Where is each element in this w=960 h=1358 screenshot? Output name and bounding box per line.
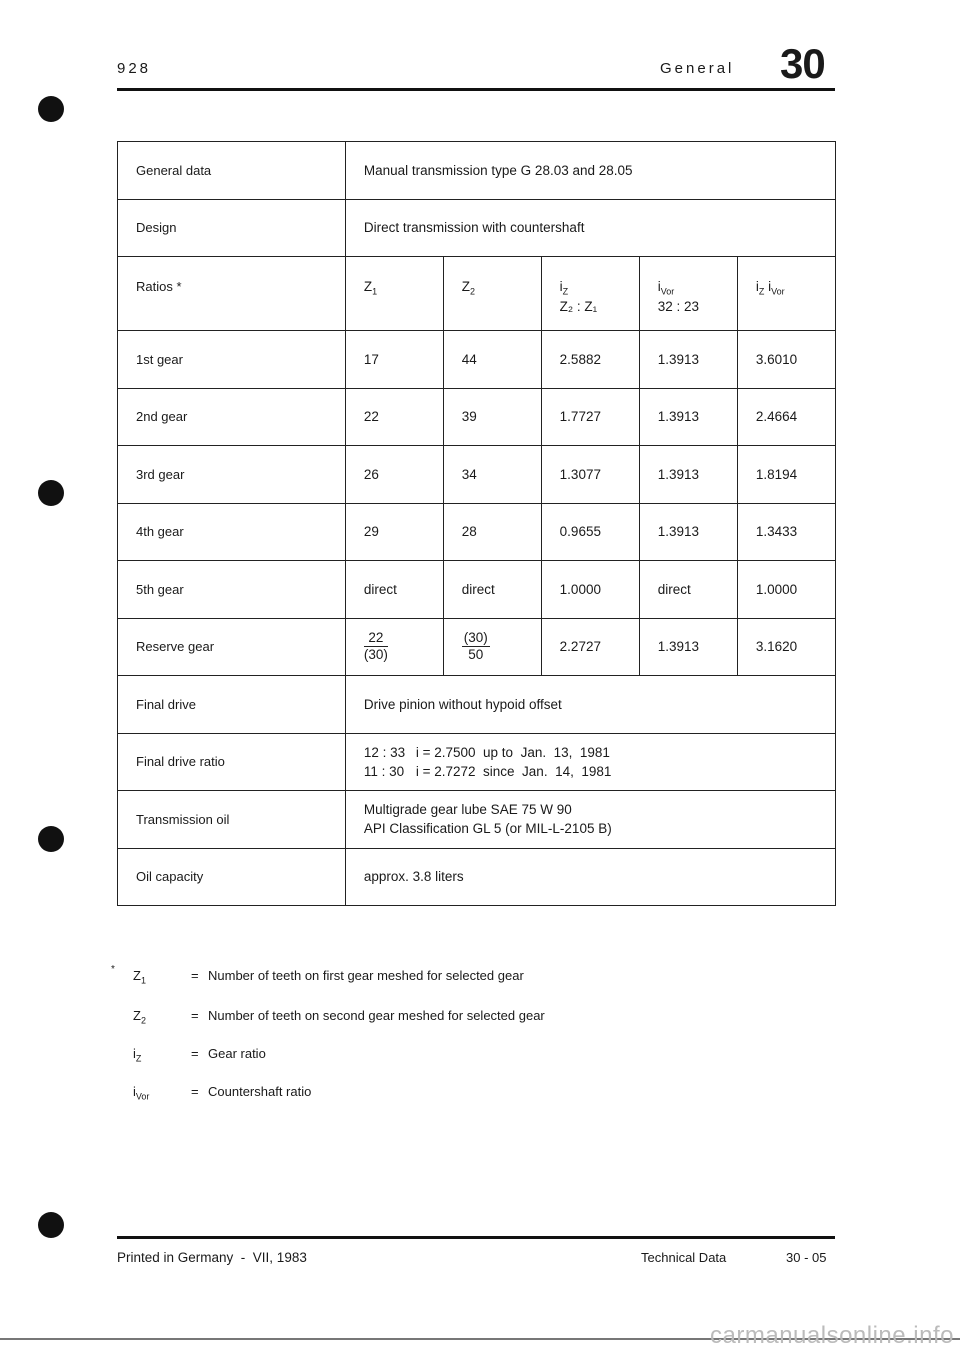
table-row	[118, 142, 836, 200]
oil-capacity-value: approx. 3.8 liters	[345, 848, 835, 906]
final-drive-ratio-label: Final drive ratio	[118, 733, 346, 791]
design-label: Design	[118, 199, 346, 257]
table-row	[118, 257, 836, 331]
gear-label: 1st gear	[118, 331, 346, 389]
transmission-oil-value: Multigrade gear lube SAE 75 W 90 API Classification GL 5 (or MIL-L-2105 B)	[345, 791, 835, 849]
binder-hole-icon	[38, 1212, 64, 1238]
table-row	[118, 388, 836, 446]
table-row	[118, 848, 836, 906]
gear-z1: 29	[345, 503, 443, 561]
reverse-product: 3.1620	[737, 618, 835, 676]
gear-product: 3.6010	[737, 331, 835, 389]
gear-z2: direct	[443, 561, 541, 619]
legend-item: $i_{Vor}$ = Countershaft ratio	[133, 1084, 312, 1102]
footnote-star: *	[111, 964, 115, 975]
table-row	[118, 503, 836, 561]
binder-hole-icon	[38, 480, 64, 506]
legend-text: Countershaft ratio	[208, 1084, 312, 1099]
gear-product: 1.8194	[737, 446, 835, 504]
table-row	[118, 331, 836, 389]
gear-product: 1.3433	[737, 503, 835, 561]
iz-formula: Z₂ : Z₁	[559, 298, 598, 314]
gear-product: 2.4664	[737, 388, 835, 446]
section-number: 30	[780, 40, 825, 87]
transmission-oil-label: Transmission oil	[118, 791, 346, 849]
gear-ivor: 1.3913	[639, 388, 737, 446]
header-rule	[117, 88, 835, 91]
gear-iz: 1.7727	[541, 388, 639, 446]
oil-capacity-label: Oil capacity	[118, 848, 346, 906]
gear-iz: 1.0000	[541, 561, 639, 619]
final-drive-ratio-value: 12 : 33 i = 2.7500 up to Jan. 13, 1981 11 : 30 i = 2.7272 since Jan. 14, 1981	[345, 733, 835, 791]
gear-z1: 26	[345, 446, 443, 504]
legend-item: $Z_2$ = Number of teeth on second gear meshed for selected gear	[133, 1008, 545, 1026]
table-row	[118, 733, 836, 791]
table-row	[118, 446, 836, 504]
legend-symbol: $Z_1$	[133, 968, 146, 986]
iz-header: $i_Z$ Z₂ : Z₁	[541, 257, 639, 331]
reverse-gear-label: Reserve gear	[118, 618, 346, 676]
legend-text: Number of teeth on first gear meshed for selected gear	[208, 968, 524, 983]
gear-z2: 44	[443, 331, 541, 389]
ivor-formula: 32 : 23	[657, 298, 700, 314]
technical-data-table	[117, 141, 836, 906]
document-title: Technical Data	[641, 1250, 727, 1265]
table-row	[118, 676, 836, 734]
gear-product: 1.0000	[737, 561, 835, 619]
binder-hole-icon	[38, 826, 64, 852]
ivor-header: $i_{Vor}$ 32 : 23	[639, 257, 737, 331]
legend-symbol: $i_Z$	[133, 1046, 142, 1064]
reverse-z2: $\frac{(30)}{50}$	[443, 618, 541, 676]
gear-ivor: 1.3913	[639, 446, 737, 504]
ratios-label: Ratios *	[118, 257, 346, 331]
page-number: 30 - 05	[786, 1250, 827, 1265]
reverse-ivor: 1.3913	[639, 618, 737, 676]
legend-symbol: $i_{Vor}$	[133, 1084, 150, 1102]
product-header: $i_Z$ $i_{Vor}$	[737, 257, 835, 331]
table-row	[118, 791, 836, 849]
binder-hole-icon	[38, 96, 64, 122]
footer-rule	[117, 1236, 835, 1239]
design-value: Direct transmission with countershaft	[345, 199, 835, 257]
gear-z2: 39	[443, 388, 541, 446]
gear-ivor: direct	[639, 561, 737, 619]
gear-z1: direct	[345, 561, 443, 619]
table-row	[118, 618, 836, 676]
legend-item: $i_Z$ = Gear ratio	[133, 1046, 266, 1064]
printed-note: Printed in Germany - VII, 1983	[117, 1250, 307, 1265]
gear-iz: 1.3077	[541, 446, 639, 504]
z2-header: $Z_2$	[443, 257, 541, 331]
watermark: carmanualsonline.info	[710, 1322, 954, 1349]
gear-iz: 2.5882	[541, 331, 639, 389]
gear-z1: 22	[345, 388, 443, 446]
legend-text: Number of teeth on second gear meshed for selected gear	[208, 1008, 545, 1023]
final-drive-value: Drive pinion without hypoid offset	[345, 676, 835, 734]
gear-ivor: 1.3913	[639, 503, 737, 561]
gear-label: 4th gear	[118, 503, 346, 561]
legend-symbol: $Z_2$	[133, 1008, 146, 1026]
gear-z1: 17	[345, 331, 443, 389]
gear-z2: 28	[443, 503, 541, 561]
general-data-label: General data	[118, 142, 346, 200]
model-number: 928	[117, 60, 152, 77]
gear-label: 2nd gear	[118, 388, 346, 446]
table-row	[118, 199, 836, 257]
gear-label: 5th gear	[118, 561, 346, 619]
z1-header: $Z_1$	[345, 257, 443, 331]
reverse-z1: $\frac{22}{(30)}$	[345, 618, 443, 676]
reverse-iz: 2.2727	[541, 618, 639, 676]
legend-text: Gear ratio	[208, 1046, 266, 1061]
legend-item: * $Z_1$ = Number of teeth on first gear meshed for selected gear	[111, 964, 524, 986]
table-row	[118, 561, 836, 619]
section-title: General	[660, 60, 735, 77]
gear-z2: 34	[443, 446, 541, 504]
gear-label: 3rd gear	[118, 446, 346, 504]
final-drive-label: Final drive	[118, 676, 346, 734]
gear-ivor: 1.3913	[639, 331, 737, 389]
gear-iz: 0.9655	[541, 503, 639, 561]
general-data-value: Manual transmission type G 28.03 and 28.05	[345, 142, 835, 200]
